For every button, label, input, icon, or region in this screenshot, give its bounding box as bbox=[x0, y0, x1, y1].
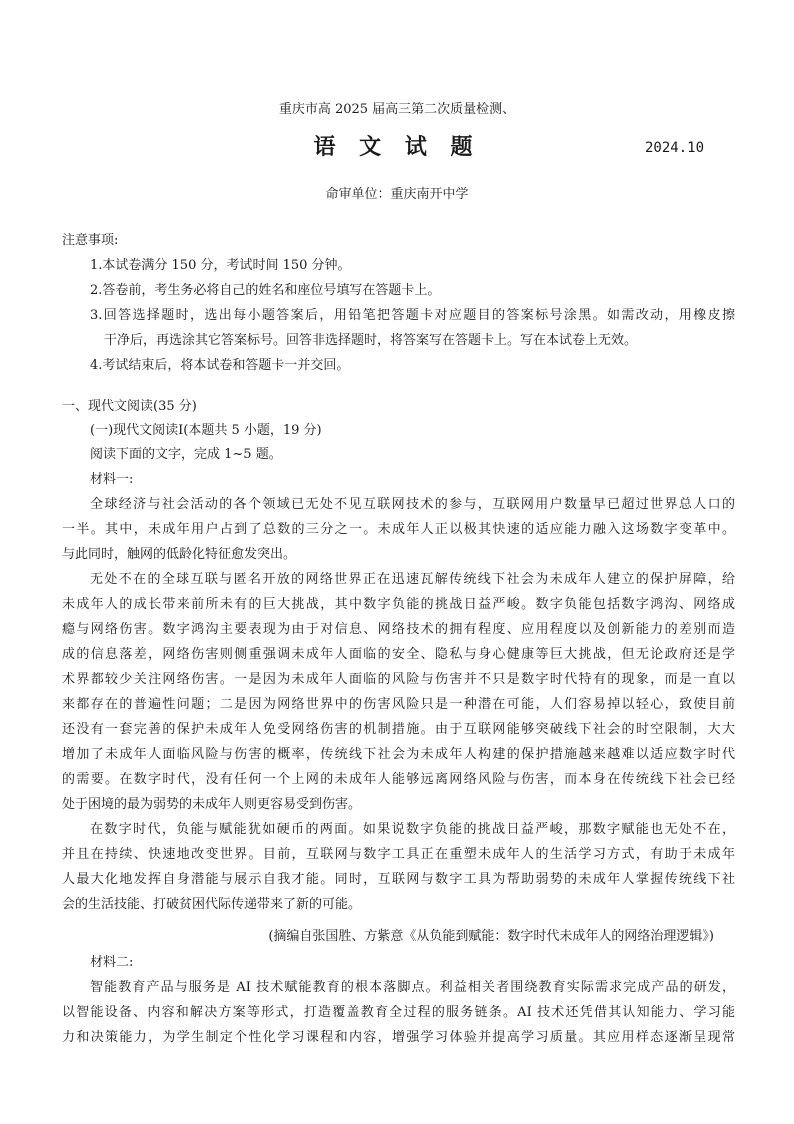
paragraph-line: 的需要。在数字时代，没有任何一个上网的未成年人能够远离网络风险与伤害，而本身在传统线下社会已经 bbox=[62, 772, 735, 787]
paragraph-line: 无处不在的全球互联与匿名开放的网络世界正在迅速瓦解传统线下社会为未成年人建立的保护屏障，给 bbox=[90, 572, 735, 587]
paragraph-line: 人最大化地发挥自身潜能与展示自我才能。同时，互联网与数字工具为帮助弱势的未成年人掌握传统线下社 bbox=[62, 872, 735, 887]
paragraph-line: 术界都较少关注网络伤害。一是因为未成年人面临的风险与伤害并不只是数字时代特有的现象，而是一直以 bbox=[62, 672, 735, 687]
exam-date: 2024.10 bbox=[645, 140, 705, 156]
sub-heading: (一)现代文阅读Ⅰ(本题共 5 小题，19 分) bbox=[90, 423, 322, 438]
paragraph-line: 力和决策能力，为学生制定个性化学习课程和内容，增强学习体验并提高学习质量。其应用样态逐渐呈现常 bbox=[62, 1030, 735, 1045]
note-item-2: 2.答卷前，考生务必将自己的姓名和座位号填写在答题卡上。 bbox=[90, 283, 441, 298]
material1-source: (摘编自张国胜、方紫意《从负能到赋能：数字时代未成年人的网络治理逻辑》) bbox=[268, 929, 714, 944]
note-item-1: 1.本试卷满分 150 分，考试时间 150 分钟。 bbox=[90, 258, 351, 273]
title-row bbox=[0, 130, 794, 164]
notes-heading: 注意事项: bbox=[62, 233, 119, 248]
paragraph-line: 还没有一套完善的保护未成年人免受网络伤害的机制措施。由于互联网能够突破线下社会的时空限制，大大 bbox=[62, 722, 735, 737]
note-item-3: 3.回答选择题时，选出每小题答案后，用铅笔把答题卡对应题目的答案标号涂黑。如需改动，用橡皮擦 bbox=[90, 308, 735, 323]
paragraph-line: 未成年人的成长带来前所未有的巨大挑战，其中数字负能的挑战日益严峻。数字负能包括数字鸿沟、网络成 bbox=[62, 597, 735, 612]
material2-label: 材料二: bbox=[90, 955, 134, 970]
paragraph-line: 智能教育产品与服务是 AI 技术赋能教育的根本落脚点。利益相关者围绕教育实际需求完成产品的研发， bbox=[90, 980, 735, 995]
paragraph-line: 在数字时代，负能与赋能犹如硬币的两面。如果说数字负能的挑战日益严峻，那数字赋能也无处不在， bbox=[90, 822, 735, 837]
section-heading: 一、现代文阅读(35 分) bbox=[62, 399, 197, 414]
paragraph-line: 与此同时，触网的低龄化特征愈发突出。 bbox=[62, 547, 297, 562]
paragraph-line: 瘾与网络伤害。数字鸿沟主要表现为由于对信息、网络技术的拥有程度、应用程度以及创新能力的差别而造 bbox=[62, 622, 735, 637]
paragraph-line: 以智能设备、内容和解决方案等形式，打造覆盖教育全过程的服务链条。AI 技术还凭借其认知能力、学习能 bbox=[62, 1005, 735, 1020]
paragraph-line: 会的生活技能、打破贫困代际传递带来了新的可能。 bbox=[62, 897, 362, 912]
author-line: 命审单位：重庆南开中学 bbox=[325, 187, 469, 202]
page-title: 语 文 试 题 bbox=[313, 134, 481, 160]
paragraph-line: 成的信息落差，网络伤害则侧重强调未成年人面临的安全、隐私与身心健康等巨大挑战，但无论政府还是学 bbox=[62, 647, 735, 662]
paragraph-line: 来都存在的普遍性问题；二是因为网络世界中的伤害风险只是一种潜在可能，人们容易掉以轻心，致使目前 bbox=[62, 697, 735, 712]
paragraph-line: 一半。其中，未成年用户占到了总数的三分之一。未成年人正以极其快速的适应能力融入这场数字变革中。 bbox=[62, 522, 735, 537]
paragraph-line: 全球经济与社会活动的各个领域已无处不见互联网技术的参与，互联网用户数量早已超过世界总人口的 bbox=[90, 497, 735, 512]
exam-header: 重庆市高 2025 届高三第二次质量检测、 bbox=[278, 102, 516, 117]
paragraph-line: 处于困境的最为弱势的未成年人则更容易受到伤害。 bbox=[62, 797, 362, 812]
note-item-3-cont: 干净后，再选涂其它答案标号。回答非选择题时，将答案写在答题卡上。写在本试卷上无效。 bbox=[104, 333, 638, 348]
paragraph-line: 增加了未成年人面临风险与伤害的概率，传统线下社会为未成年人构建的保护措施越来越难以适应数字时代 bbox=[62, 747, 735, 762]
reading-instruction: 阅读下面的文字，完成 1~5 题。 bbox=[90, 447, 282, 462]
note-item-4: 4.考试结束后，将本试卷和答题卡一并交回。 bbox=[90, 358, 350, 373]
material1-label: 材料一: bbox=[90, 472, 134, 487]
paragraph-line: 并且在持续、快速地改变世界。目前，互联网与数字工具正在重塑未成年人的生活学习方式，有助于未成年 bbox=[62, 847, 735, 862]
